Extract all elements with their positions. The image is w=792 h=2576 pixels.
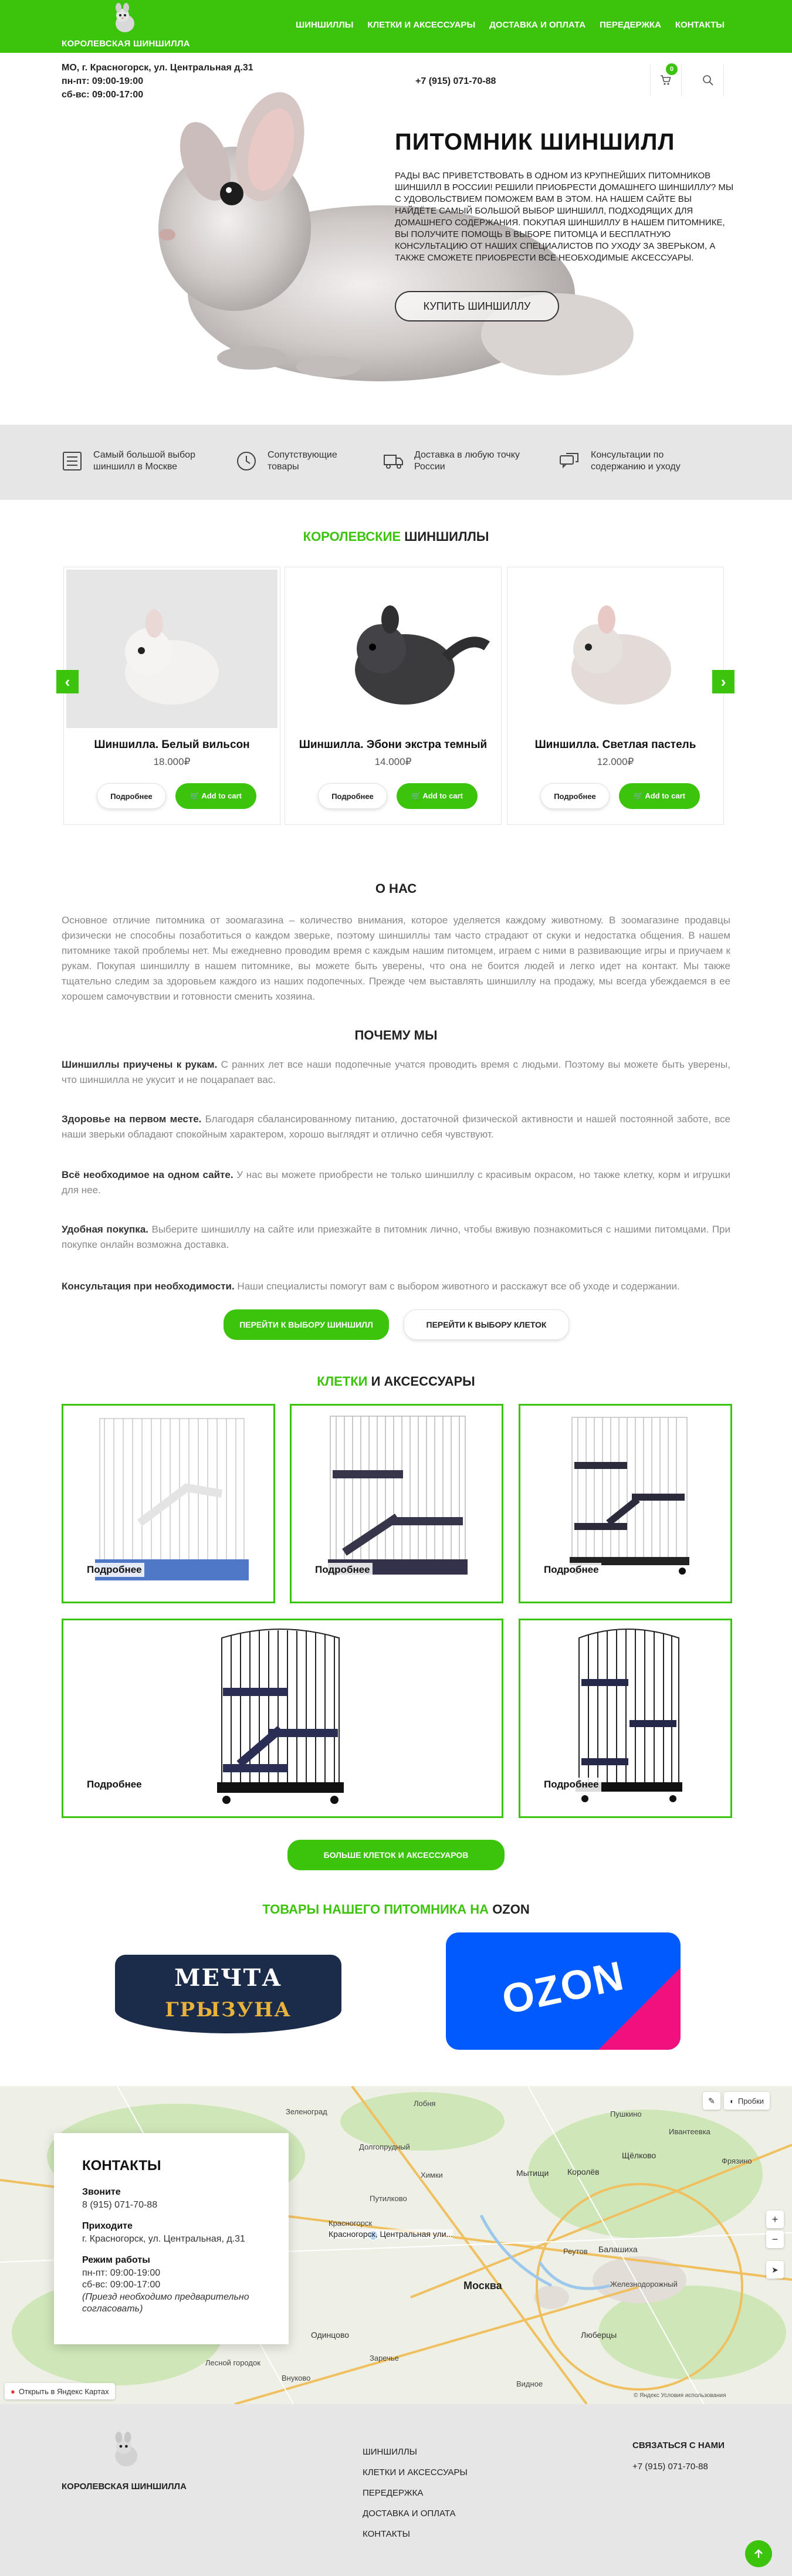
map-traffic-button[interactable]: [724, 2092, 770, 2110]
contacts-card: [54, 2133, 289, 2344]
why-item-bold: Здоровье на первом месте.: [62, 1113, 202, 1125]
cages-title-dark: И АКСЕССУАРЫ: [371, 1374, 475, 1389]
contacts-hours-note: (Приезд необходимо предварительно согласовать): [82, 2292, 249, 2314]
go-to-chinchillas-button[interactable]: ПЕРЕЙТИ К ВЫБОРУ ШИНШИЛЛ: [224, 1309, 389, 1340]
zoom-in-button[interactable]: [766, 2211, 784, 2228]
about-text: Основное отличие питомника от зоомагазина – количество внимания, которое уделяется каждому животному. В зоомагазине продавцы физически не способны позаботиться о каждом зверьке, поэтому шиншиллы там часто страдают от скуки и недостатка общения. В нашем питомнике такой проблемы нет. Мы ежедневно проводим время с каждым нашим питомцем, играем с ними в развивающие игры и приучаем к рукам. Покупая шиншиллу в нашем питомнике, вы можете быть уверены, что она не боится людей и легко идет на контакт. Мы также тщательно следим за здоровьем каждого из наших подопечных. Прежде чем выставлять шиншиллу на продажу, мы всегда убеждаемся в ее хорошем самочувствии и готовности сменить хозяина.: [62, 915, 730, 1002]
product-price: 12.000₽: [597, 756, 634, 767]
why-item: [62, 1279, 730, 1294]
cage-card[interactable]: [519, 1404, 732, 1603]
map-place-label: Пушкино: [610, 2110, 642, 2118]
map-place-label: Лобня: [414, 2099, 436, 2108]
nav-item-boarding[interactable]: ПЕРЕДЕРЖКА: [600, 20, 661, 30]
carousel-prev-arrow[interactable]: ‹: [56, 670, 79, 693]
map-place-label: Видное: [516, 2379, 543, 2388]
contacts-hours-weekday: пн-пт: 09:00-19:00: [82, 2268, 161, 2278]
product-details-button[interactable]: Подробнее: [97, 783, 166, 809]
cage-card[interactable]: [290, 1404, 503, 1603]
footer-link-delivery[interactable]: ДОСТАВКА И ОПЛАТА: [363, 2509, 456, 2519]
why-item-bold: Всё необходимое на одном сайте.: [62, 1169, 233, 1180]
feature-text: Сопутствующие: [268, 450, 337, 460]
feature-item: [236, 449, 337, 473]
header-hours-weekday: пн-пт: 09:00-19:00: [62, 76, 144, 86]
why-item-bold: Шиншиллы приучены к рукам.: [62, 1059, 218, 1070]
come-label: Приходите: [82, 2221, 133, 2231]
search-icon: [702, 75, 714, 86]
map-place-label: Красногорск: [329, 2219, 373, 2228]
why-item-text: Благодаря сбалансированному питанию, достаточной физической активности и нашей постоянной заботе, все наши зверьки обладают спокойным характером, хорошо выглядят и отлично себя чувствуют.: [62, 1113, 730, 1140]
map-place-label: Химки: [421, 2171, 443, 2179]
product-name[interactable]: Шиншилла. Белый вильсон: [94, 739, 250, 751]
partners-title-dark: OZON: [492, 1902, 530, 1917]
traffic-icon: ◐: [730, 2096, 735, 2106]
footer-link-boarding[interactable]: ПЕРЕДЕРЖКА: [363, 2488, 424, 2498]
contacts-phone[interactable]: 8 (915) 071-70-88: [82, 2200, 158, 2210]
product-card[interactable]: [285, 567, 502, 825]
hours-label: Режим работы: [82, 2255, 150, 2265]
map-pin-icon: ●: [11, 2387, 15, 2396]
why-item: [62, 1167, 730, 1198]
map-place-label: Балашиха: [598, 2245, 638, 2254]
truck-icon: [383, 451, 404, 472]
product-card[interactable]: [507, 567, 724, 825]
feature-item: [383, 449, 520, 473]
why-item-text: Наши специалисты помогут вам с выбором животного и расскажут все об уходе и содержании.: [234, 1281, 680, 1292]
cage-details-label[interactable]: Подробнее: [313, 1563, 373, 1577]
brand-name: КОРОЛЕВСКАЯ ШИНШИЛЛА: [62, 39, 190, 49]
map-place-label: Щёлково: [622, 2151, 656, 2160]
site-logo[interactable]: [62, 0, 202, 53]
contacts-title: КОНТАКТЫ: [82, 2158, 161, 2174]
cage-details-label[interactable]: Подробнее: [541, 1778, 601, 1792]
map-place-label: Долгопрудный: [359, 2142, 410, 2151]
product-card[interactable]: [63, 567, 280, 825]
cage-card[interactable]: [62, 1404, 275, 1603]
why-item-bold: Консультация при необходимости.: [62, 1281, 235, 1292]
product-photo: [287, 570, 499, 728]
product-photo: [510, 570, 721, 728]
catalog-title-dark: ШИНШИЛЛЫ: [404, 529, 489, 544]
call-label: Звоните: [82, 2187, 121, 2197]
why-item-bold: Удобная покупка.: [62, 1224, 148, 1235]
why-item: [62, 1057, 730, 1088]
ozon-logo-text: OZON: [498, 1952, 628, 2023]
map-place-label: Путилково: [370, 2194, 407, 2203]
go-to-cages-button[interactable]: ПЕРЕЙТИ К ВЫБОРУ КЛЕТОК: [404, 1309, 569, 1340]
buy-chinchilla-button[interactable]: КУПИТЬ ШИНШИЛЛУ: [395, 291, 559, 321]
cages-title: [0, 1374, 792, 1389]
header-address: МО, г. Красногорск, ул. Центральная д.31: [62, 63, 253, 73]
add-to-cart-label: Add to cart: [201, 791, 242, 800]
map-place-label: Люберцы: [581, 2330, 617, 2340]
map-place-label: Королёв: [567, 2167, 600, 2176]
product-price: 14.000₽: [374, 756, 412, 767]
map-place-label: Заречье: [370, 2354, 399, 2362]
nav-item-cages[interactable]: КЛЕТКИ И АКСЕССУАРЫ: [367, 20, 476, 30]
cart-count-badge: 0: [666, 63, 678, 75]
feature-item: [62, 449, 195, 473]
features-bar: [0, 425, 792, 500]
cage-details-label[interactable]: Подробнее: [541, 1563, 601, 1577]
cage-details-label[interactable]: Подробнее: [84, 1778, 144, 1792]
nav-item-chinchillas[interactable]: ШИНШИЛЛЫ: [296, 20, 354, 30]
why-item: [62, 1112, 730, 1142]
chat-icon: [559, 451, 580, 472]
add-to-cart-button[interactable]: 🛒 Add to cart: [175, 783, 256, 809]
why-item-text: С ранних лет все наши подопечные учатся проводить время с людьми. Поэтому вы можете быть уверены, что шиншилла не укусит и не поцарапает вас.: [62, 1059, 731, 1085]
footer-brand[interactable]: КОРОЛЕВСКАЯ ШИНШИЛЛА: [62, 2482, 187, 2492]
partners-title: [0, 1902, 792, 1917]
arrow-up-icon: [753, 2548, 764, 2559]
search-button[interactable]: [692, 65, 724, 96]
map-place-label: Зеленоград: [286, 2107, 327, 2116]
header-hours-weekend: сб-вс: 09:00-17:00: [62, 90, 144, 100]
gryzuna-logo-text: ГРЫЗУНА: [165, 1998, 292, 2022]
why-title: ПОЧЕМУ МЫ: [354, 1028, 438, 1042]
cages-title-green: КЛЕТКИ: [317, 1374, 368, 1389]
product-details-button[interactable]: Подробнее: [318, 783, 387, 809]
chinchilla-logo-icon: [107, 2, 140, 35]
footer-nav: [363, 2442, 468, 2544]
product-name[interactable]: Шиншилла. Эбони экстра темный: [299, 739, 488, 751]
cage-details-label[interactable]: Подробнее: [84, 1563, 144, 1577]
footer-link-cages[interactable]: КЛЕТКИ И АКСЕССУАРЫ: [363, 2467, 468, 2477]
ozon-logo[interactable]: [446, 1932, 681, 2050]
top-bar: [0, 0, 792, 53]
more-cages-button[interactable]: БОЛЬШЕ КЛЕТОК И АКСЕССУАРОВ: [287, 1840, 505, 1870]
product-photo: [66, 570, 277, 728]
add-to-cart-button[interactable]: 🛒 Add to cart: [619, 783, 700, 809]
add-to-cart-label: Add to cart: [422, 791, 463, 800]
add-to-cart-label: Add to cart: [645, 791, 685, 800]
why-item-text: У нас вы можете приобрести не только шиншиллу с красивым окрасом, но также клетку, корм и игрушки для нее.: [62, 1169, 730, 1196]
map-place-label: Москва: [463, 2280, 502, 2291]
traffic-label: Пробки: [737, 2096, 764, 2106]
about-title: О НАС: [375, 881, 417, 896]
cage-card[interactable]: [62, 1619, 503, 1818]
header-phone[interactable]: +7 (915) 071-70-88: [415, 76, 496, 86]
nav-item-contacts[interactable]: КОНТАКТЫ: [675, 20, 725, 30]
footer-link-chinchillas[interactable]: ШИНШИЛЛЫ: [363, 2447, 417, 2457]
map-place-label: Мытищи: [516, 2168, 549, 2178]
footer-link-contacts[interactable]: КОНТАКТЫ: [363, 2529, 410, 2539]
nav-item-delivery[interactable]: ДОСТАВКА И ОПЛАТА: [489, 20, 586, 30]
feature-text: России: [414, 462, 445, 472]
map-place-label: Железнодорожный: [610, 2280, 678, 2289]
feature-text: содержанию и уходу: [591, 462, 681, 472]
why-item: [62, 1222, 730, 1253]
feature-item: [559, 449, 681, 473]
feature-text: Консультации по: [591, 450, 664, 460]
main-nav: [296, 20, 725, 30]
map-copyright[interactable]: © Яндекс Условия использования: [634, 2392, 726, 2399]
map-place-label: Одинцово: [311, 2330, 350, 2340]
product-details-button[interactable]: Подробнее: [540, 783, 610, 809]
footer-phone[interactable]: +7 (915) 071-70-88: [632, 2462, 708, 2472]
footer: [0, 2404, 792, 2576]
zoom-out-button[interactable]: [766, 2230, 784, 2248]
chinchilla-logo-icon: [106, 2431, 144, 2470]
feature-text: Доставка в любую точку: [414, 450, 520, 460]
feature-text: Самый большой выбор: [93, 450, 195, 460]
why-item-text: Выберите шиншиллу на сайте или приезжайте в питомник лично, чтобы вживую познакомиться с нашими питомцами. При покупке онлайн возможна доставка.: [62, 1224, 730, 1250]
footer-contact-title: СВЯЗАТЬСЯ С НАМИ: [632, 2440, 725, 2450]
map-marker-label[interactable]: Красногорск, Центральная ули...: [329, 2229, 453, 2239]
mechta-gryzuna-logo[interactable]: [115, 1955, 341, 2033]
hero-description: РАДЫ ВАС ПРИВЕТСТВОВАТЬ В ОДНОМ ИЗ КРУПНЕЙШИХ ПИТОМНИКОВ ШИНШИЛЛ В РОССИИ! РЕШИЛИ ПРИОБРЕСТИ ДОМАШНЕГО ШИНШИЛЛУ? МЫ С УДОВОЛЬСТВИЕМ ПОМОЖЕМ ВАМ В ЭТОМ. НА НАШЕМ САЙТЕ ВЫ НАЙДЁТЕ САМЫЙ БОЛЬШОЙ ВЫБОР ШИНШИЛЛ, ПОДХОДЯЩИХ ДЛЯ ДОМАШНЕГО СОДЕРЖАНИЯ. ПОКУПАЯ ШИНШИЛЛУ В НАШЕМ ПИТОМНИКЕ, ВЫ ПОЛУЧИТЕ ПОМОЩЬ В ВЫБОРЕ ПИТОМЦА И БЕСПЛАТНУЮ КОНСУЛЬТАЦИЮ ОТ НАШИХ СПЕЦИАЛИСТОВ ПО УХОДУ ЗА ЗВЕРЬКОМ, А ТАКЖЕ СМОЖЕТЕ ПРИОБРЕСТИ ВСЕ НЕОБХОДИМЫЕ АКСЕССУАРЫ.: [395, 171, 734, 263]
clock-icon: [236, 451, 257, 472]
catalog-title-green: КОРОЛЕВСКИЕ: [303, 529, 401, 544]
ruler-icon: ✎: [708, 2096, 715, 2106]
carousel-next-arrow[interactable]: ›: [712, 670, 735, 693]
map-ruler-button[interactable]: [703, 2092, 720, 2110]
map-place-label: Лесной городок: [205, 2358, 260, 2367]
catalog-title: [0, 529, 792, 544]
list-icon: [62, 451, 83, 472]
geolocation-button[interactable]: [766, 2261, 784, 2279]
feature-text: шиншилл в Москве: [93, 462, 178, 472]
open-in-yandex-label: Открыть в Яндекс Картах: [18, 2387, 109, 2396]
map-place-label: Внуково: [282, 2374, 311, 2382]
map-place-label: Ивантеевка: [669, 2127, 710, 2136]
contacts-hours-weekend: сб-вс: 09:00-17:00: [82, 2280, 161, 2290]
feature-text: товары: [268, 462, 299, 472]
add-to-cart-button[interactable]: 🛒 Add to cart: [397, 783, 478, 809]
contacts-address: г. Красногорск, ул. Центральная, д.31: [82, 2234, 245, 2244]
minus-icon: −: [771, 2233, 779, 2245]
plus-icon: +: [771, 2213, 779, 2225]
hero-title: ПИТОМНИК ШИНШИЛЛ: [395, 129, 675, 155]
product-name[interactable]: Шиншилла. Светлая пастель: [534, 739, 696, 751]
map-place-label: Реутов: [563, 2247, 588, 2256]
product-price: 18.000₽: [153, 756, 191, 767]
location-arrow-icon: ➤: [771, 2264, 779, 2274]
open-in-yandex-button[interactable]: [5, 2383, 115, 2399]
cage-card[interactable]: [519, 1619, 732, 1818]
mechta-logo-text: МЕЧТА: [174, 1964, 282, 1992]
partners-title-green: ТОВАРЫ НАШЕГО ПИТОМНИКА НА: [262, 1902, 489, 1917]
scroll-to-top-button[interactable]: [745, 2540, 772, 2567]
map-place-label: Фрязино: [722, 2157, 752, 2165]
